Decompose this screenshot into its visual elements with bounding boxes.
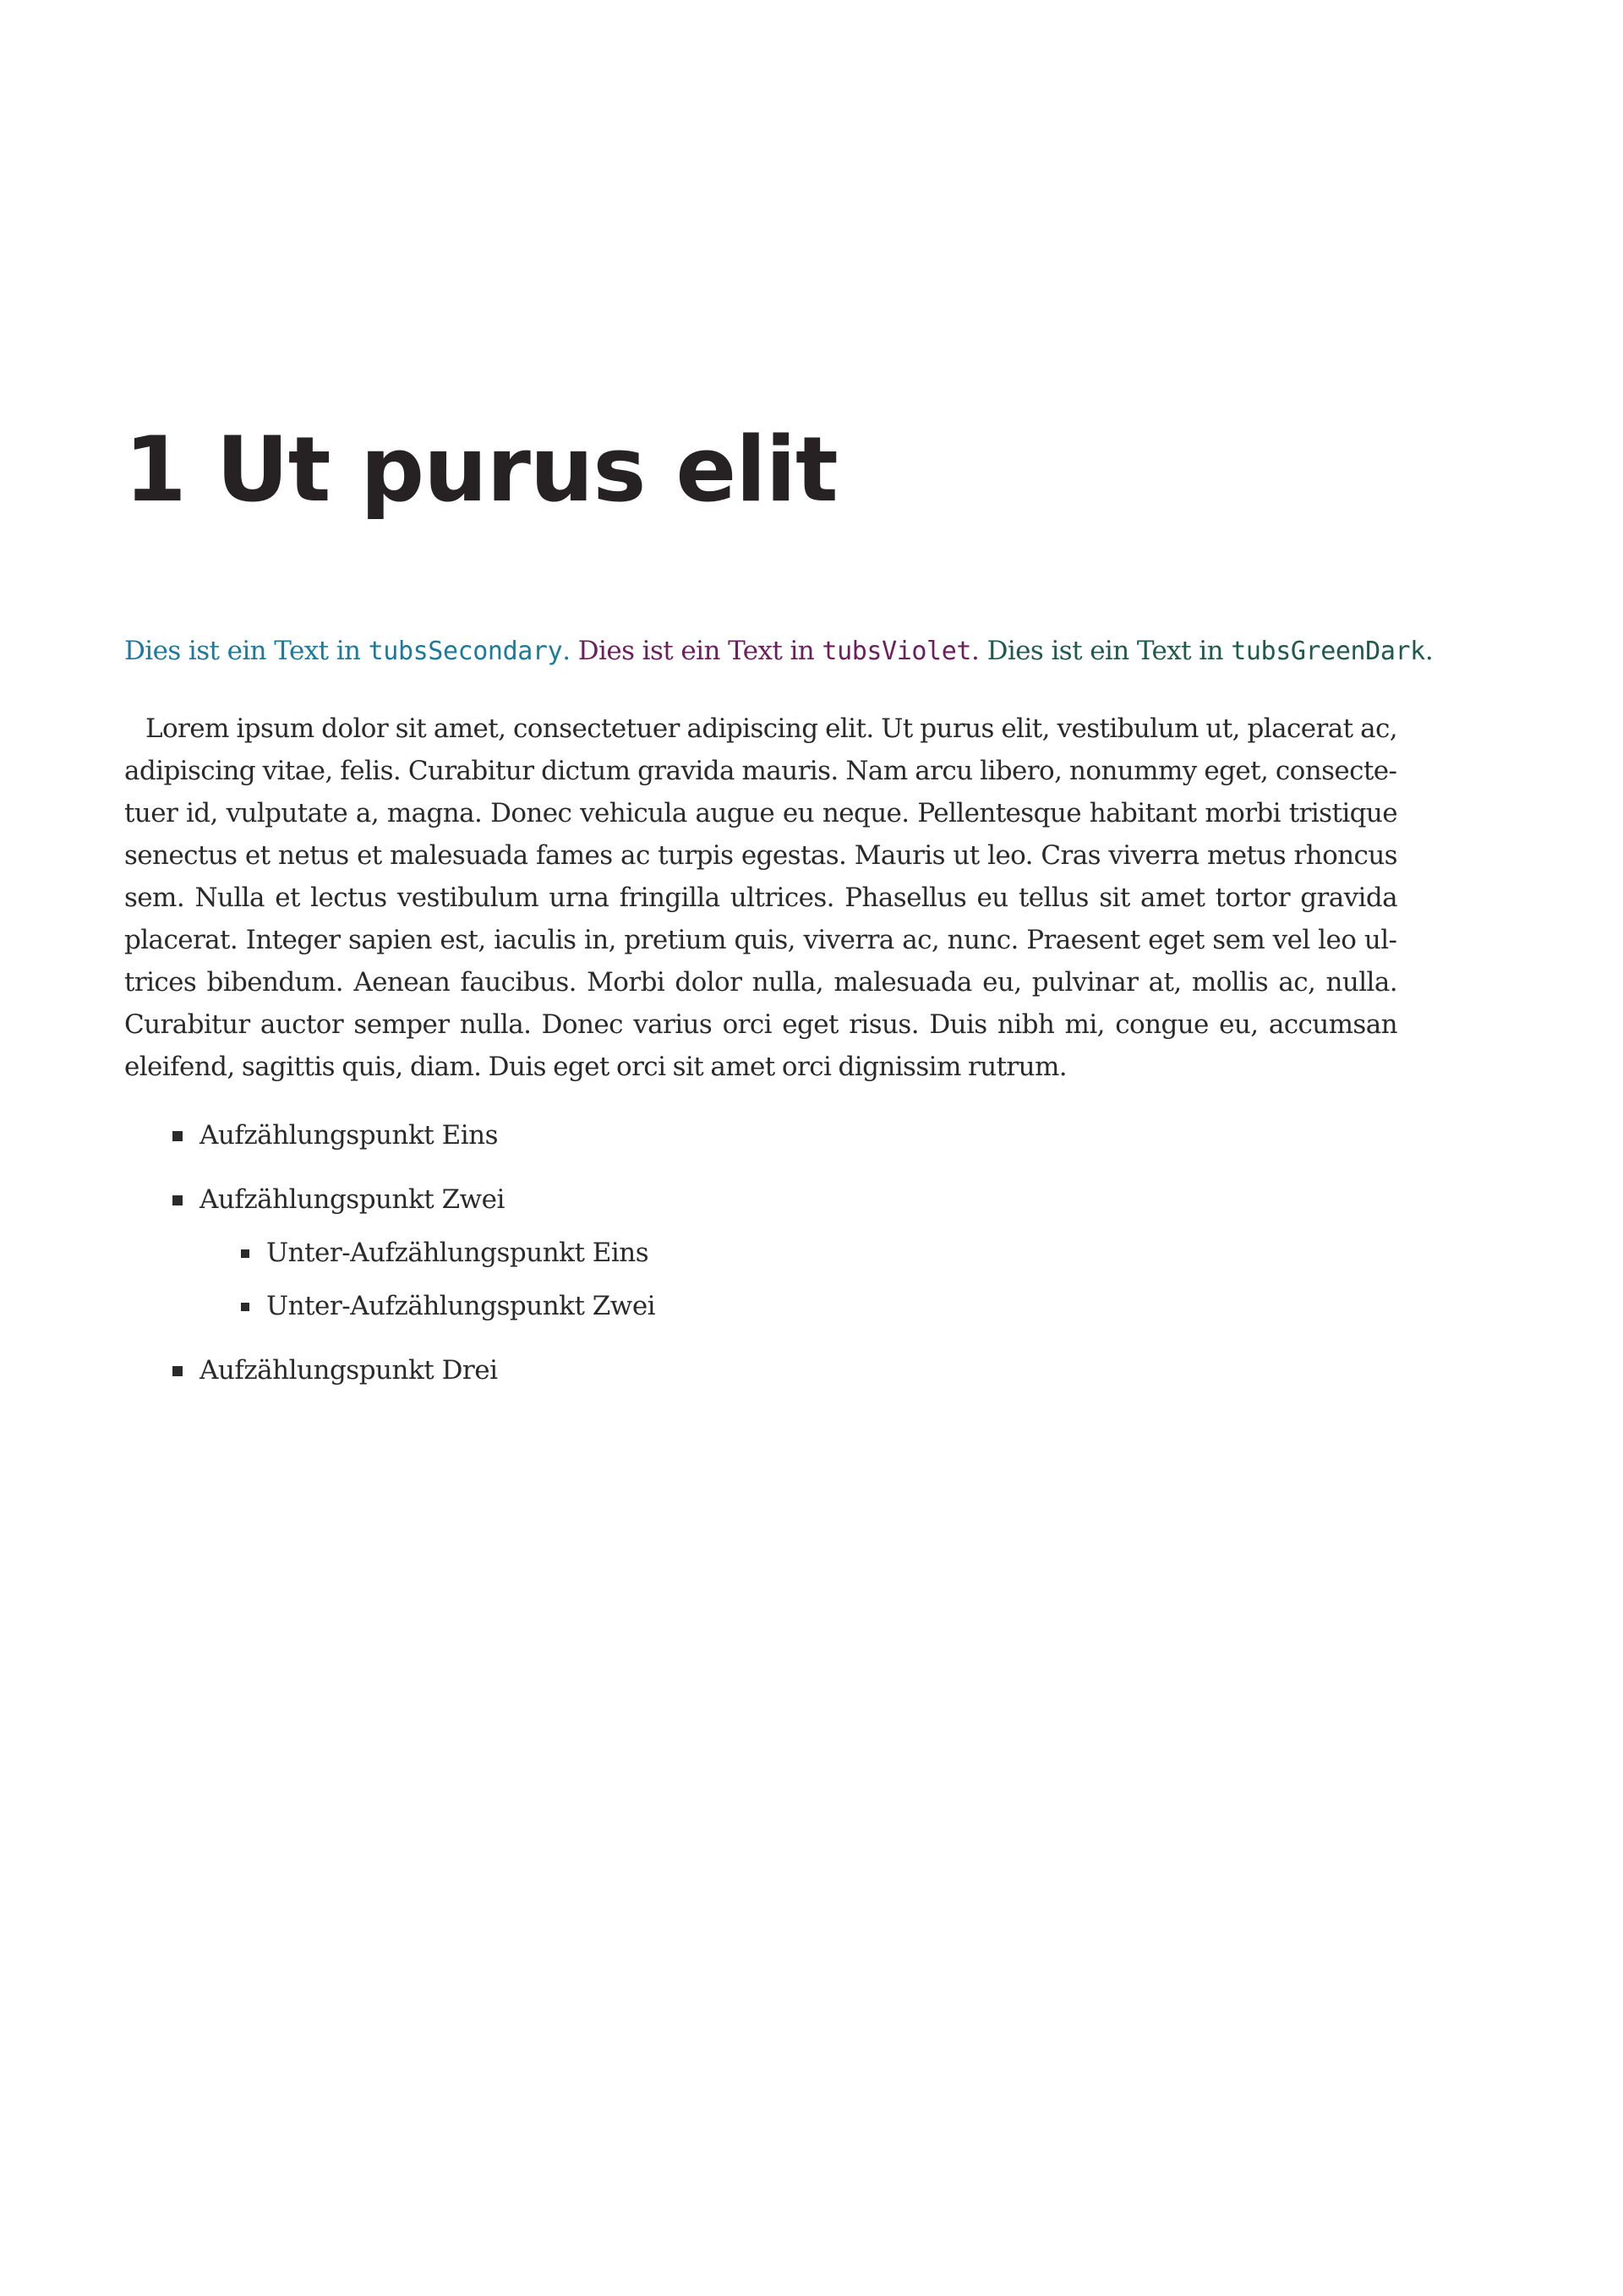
violet-color-text xyxy=(578,636,980,666)
square-bullet-icon xyxy=(172,1195,183,1205)
secondary-color-name: tubsSecondary xyxy=(368,637,563,666)
secondary-color-text xyxy=(124,636,571,666)
list-item xyxy=(124,1178,655,1327)
violet-prefix: Dies ist ein Text in xyxy=(577,636,822,666)
green-period: . xyxy=(1424,636,1434,666)
list-item-label: Aufzählungspunkt Drei xyxy=(199,1355,498,1386)
color-sample-line xyxy=(124,636,1433,667)
list-item-label: Aufzählungspunkt Zwei xyxy=(199,1184,505,1215)
violet-period: . xyxy=(971,636,980,666)
square-bullet-icon xyxy=(172,1366,183,1376)
square-bullet-icon xyxy=(172,1131,183,1141)
list-item-label: Aufzählungspunkt Eins xyxy=(199,1120,498,1151)
green-dark-color-name: tubsGreenDark xyxy=(1231,637,1425,666)
small-square-bullet-icon xyxy=(241,1303,249,1311)
green-dark-color-text xyxy=(987,636,1434,666)
list-item xyxy=(124,1349,655,1391)
secondary-period: . xyxy=(562,636,571,666)
sub-list-item xyxy=(199,1285,655,1327)
list-item xyxy=(124,1114,655,1156)
sub-list xyxy=(199,1232,655,1327)
secondary-prefix: Dies ist ein Text in xyxy=(124,636,369,666)
small-square-bullet-icon xyxy=(241,1249,249,1258)
body-paragraph: Lorem ipsum dolor sit amet, consectetuer adipiscing elit. Ut purus elit, vestibulum ut, placerat ac, adipiscing vitae, felis. Curabitur dictum gravida mauris. Nam arcu libero, nonummy eget, consectetuer id, vulputate a, magna. Donec vehicula augue eu neque. Pellentesque habitant morbi tristique senectus et netus et malesuada fames ac turpis egestas. Mauris ut leo. Cras viverra metus rhoncus sem. Nulla et lectus vestibulum urna fringilla ultrices. Phasellus eu tellus sit amet tortor gravida placerat. Integer sapien est, iaculis in, pretium quis, viverra ac, nunc. Praesent eget sem vel leo ultrices bibendum. Aenean faucibus. Morbi dolor nulla, malesuada eu, pulvinar at, mollis ac, nulla. Curabitur auctor semper nulla. Donec varius orci eget risus. Duis nibh mi, congue eu, accumsan eleifend, sagittis quis, diam. Duis eget orci sit amet orci dignissim rutrum. xyxy=(124,713,1397,1082)
violet-color-name: tubsViolet xyxy=(822,637,972,666)
document-page xyxy=(124,0,1434,2296)
sub-list-item-label: Unter-Aufzählungspunkt Eins xyxy=(266,1238,649,1268)
bullet-list xyxy=(124,1114,655,1413)
sub-list-item-label: Unter-Aufzählungspunkt Zwei xyxy=(266,1291,656,1321)
green-prefix: Dies ist ein Text in xyxy=(986,636,1232,666)
chapter-title: 1 Ut purus elit xyxy=(124,418,838,522)
sub-list-item xyxy=(199,1232,655,1274)
